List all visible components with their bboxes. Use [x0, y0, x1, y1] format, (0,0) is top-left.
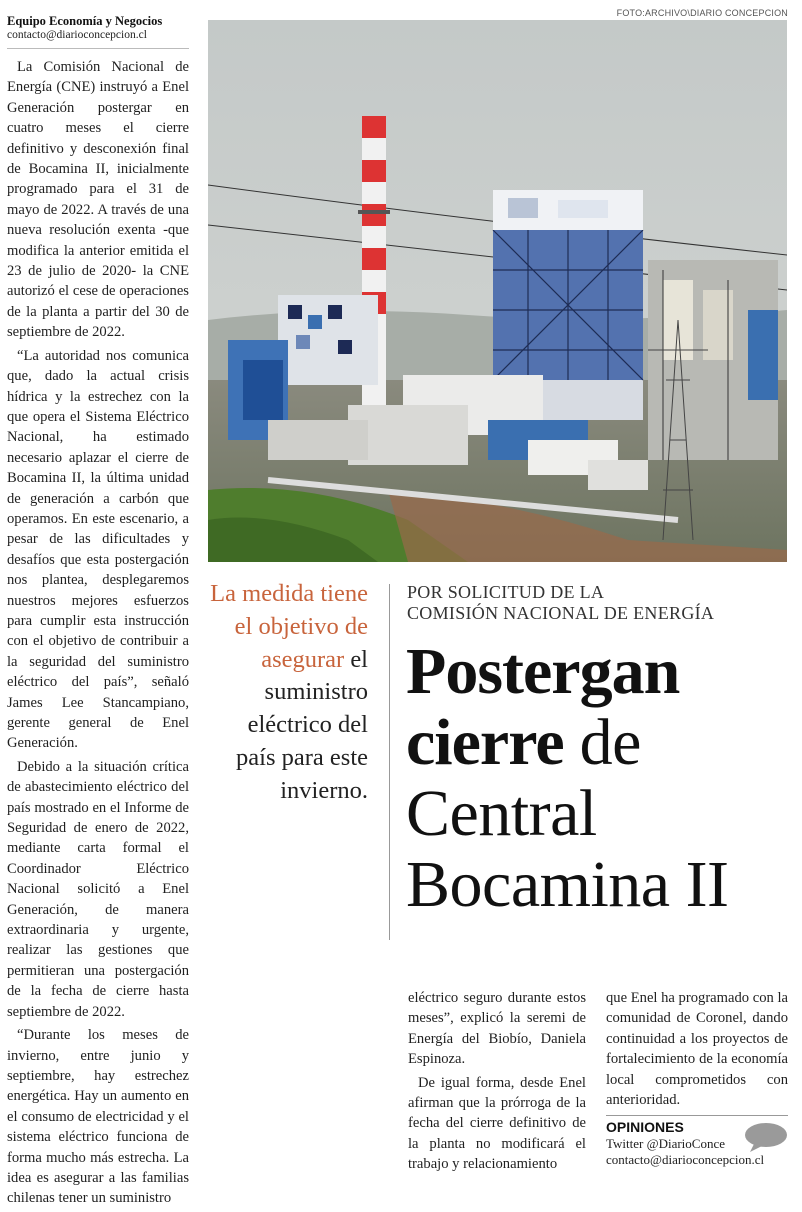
article-body-middle	[408, 988, 586, 1178]
headline-word-cierre: cierre	[406, 706, 564, 779]
headline-word-de: de	[563, 706, 641, 779]
vertical-divider	[389, 584, 390, 940]
opiniones-title: OPINIONES	[606, 1119, 684, 1135]
kicker-line-1: POR SOLICITUD DE LA	[407, 582, 605, 602]
article-body-left	[7, 57, 189, 1209]
left-column	[7, 14, 189, 1212]
headline-word-postergan: Postergan	[406, 635, 680, 708]
opiniones-email[interactable]: contacto@diarioconcepcion.cl	[606, 1152, 765, 1167]
headline-line-4: Bocamina II	[406, 848, 729, 921]
paragraph: La Comisión Nacional de Energía (CNE) instruyó a Enel Generación postergar en cuatro meses el cierre definitivo y desconexión final de Bocamina II, inicialmente programado para el 31 de mayo de 2022. A través de una nueva resolución exenta -que modifica la anterior emitida el 23 de julio de 2020- la CNE autorizó el cese de operaciones de la planta a partir del 30 de septiembre de 2022.	[7, 59, 189, 341]
paragraph: eléctrico seguro durante estos meses”, explicó la seremi de Energía del Biobío, Daniela Espinoza.	[408, 990, 586, 1068]
power-plant-photo	[208, 20, 787, 562]
headline-line-3: Central	[406, 777, 597, 850]
article-body-right	[606, 988, 788, 1113]
opiniones-twitter[interactable]: Twitter @DiarioConce	[606, 1136, 725, 1151]
speech-bubble-icon	[744, 1122, 788, 1152]
headline	[406, 636, 798, 920]
kicker	[407, 582, 787, 624]
paragraph: Debido a la situación crítica de abastecimiento eléctrico del país mostrado en el Informe de Seguridad de enero de 2022, mediante carta formal el Coordinador Eléctrico Nacional solicitó a Enel Generación, de manera extraordinaria y urgente, realizar las gestiones que permitieran una postergación de la fecha de cierre hasta septiembre de 2022.	[7, 758, 189, 1020]
kicker-line-2: COMISIÓN NACIONAL DE ENERGÍA	[407, 603, 715, 623]
pull-quote-rest: el suministro eléctrico del país para este invierno.	[236, 645, 368, 804]
paragraph: “Durante los meses de invierno, entre junio y septiembre, hay estrechez energética. Hay un aumento en el consumo de electricidad y el sistema eléctrico funciona de forma mucho más estrecha. La idea es asegurar a las familias chilenas tener un suministro	[7, 1027, 189, 1207]
paragraph: De igual forma, desde Enel afirman que la prórroga de la fecha del cierre definitivo de la planta no modificará el trabajo y relacionamiento	[408, 1074, 586, 1173]
photo-credit: FOTO:ARCHIVO\DIARIO CONCEPCION	[616, 8, 788, 18]
pull-quote	[208, 578, 368, 808]
opiniones-box	[606, 1115, 788, 1168]
pull-quote-accent: La medida tiene el objetivo de asegurar	[210, 580, 368, 673]
paragraph: “La autoridad nos comunica que, dado la actual crisis hídrica y la estrechez con la que opera el Sistema Eléctrico Nacional, ha estimado necesario aplazar el cierre de Bocamina II, la última unidad de generación a carbón que operamos. En este escenario, a pesar de las dificultades y desafíos que esta postergación nos plantea, desplegaremos nuestros mejores esfuerzos para cumplir esta instrucción con el objetivo de contribuir a la seguridad del suministro eléctrico del país”, señaló James Lee Stancampiano, gerente general de Enel Generación.	[7, 347, 189, 752]
paragraph: que Enel ha programado con la comunidad de Coronel, dando continuidad a los proyectos de fortalecimiento de la economía local comprometidos con anterioridad.	[606, 990, 788, 1109]
byline-email[interactable]: contacto@diarioconcepcion.cl	[7, 28, 189, 49]
byline-author: Equipo Economía y Negocios	[7, 14, 163, 28]
